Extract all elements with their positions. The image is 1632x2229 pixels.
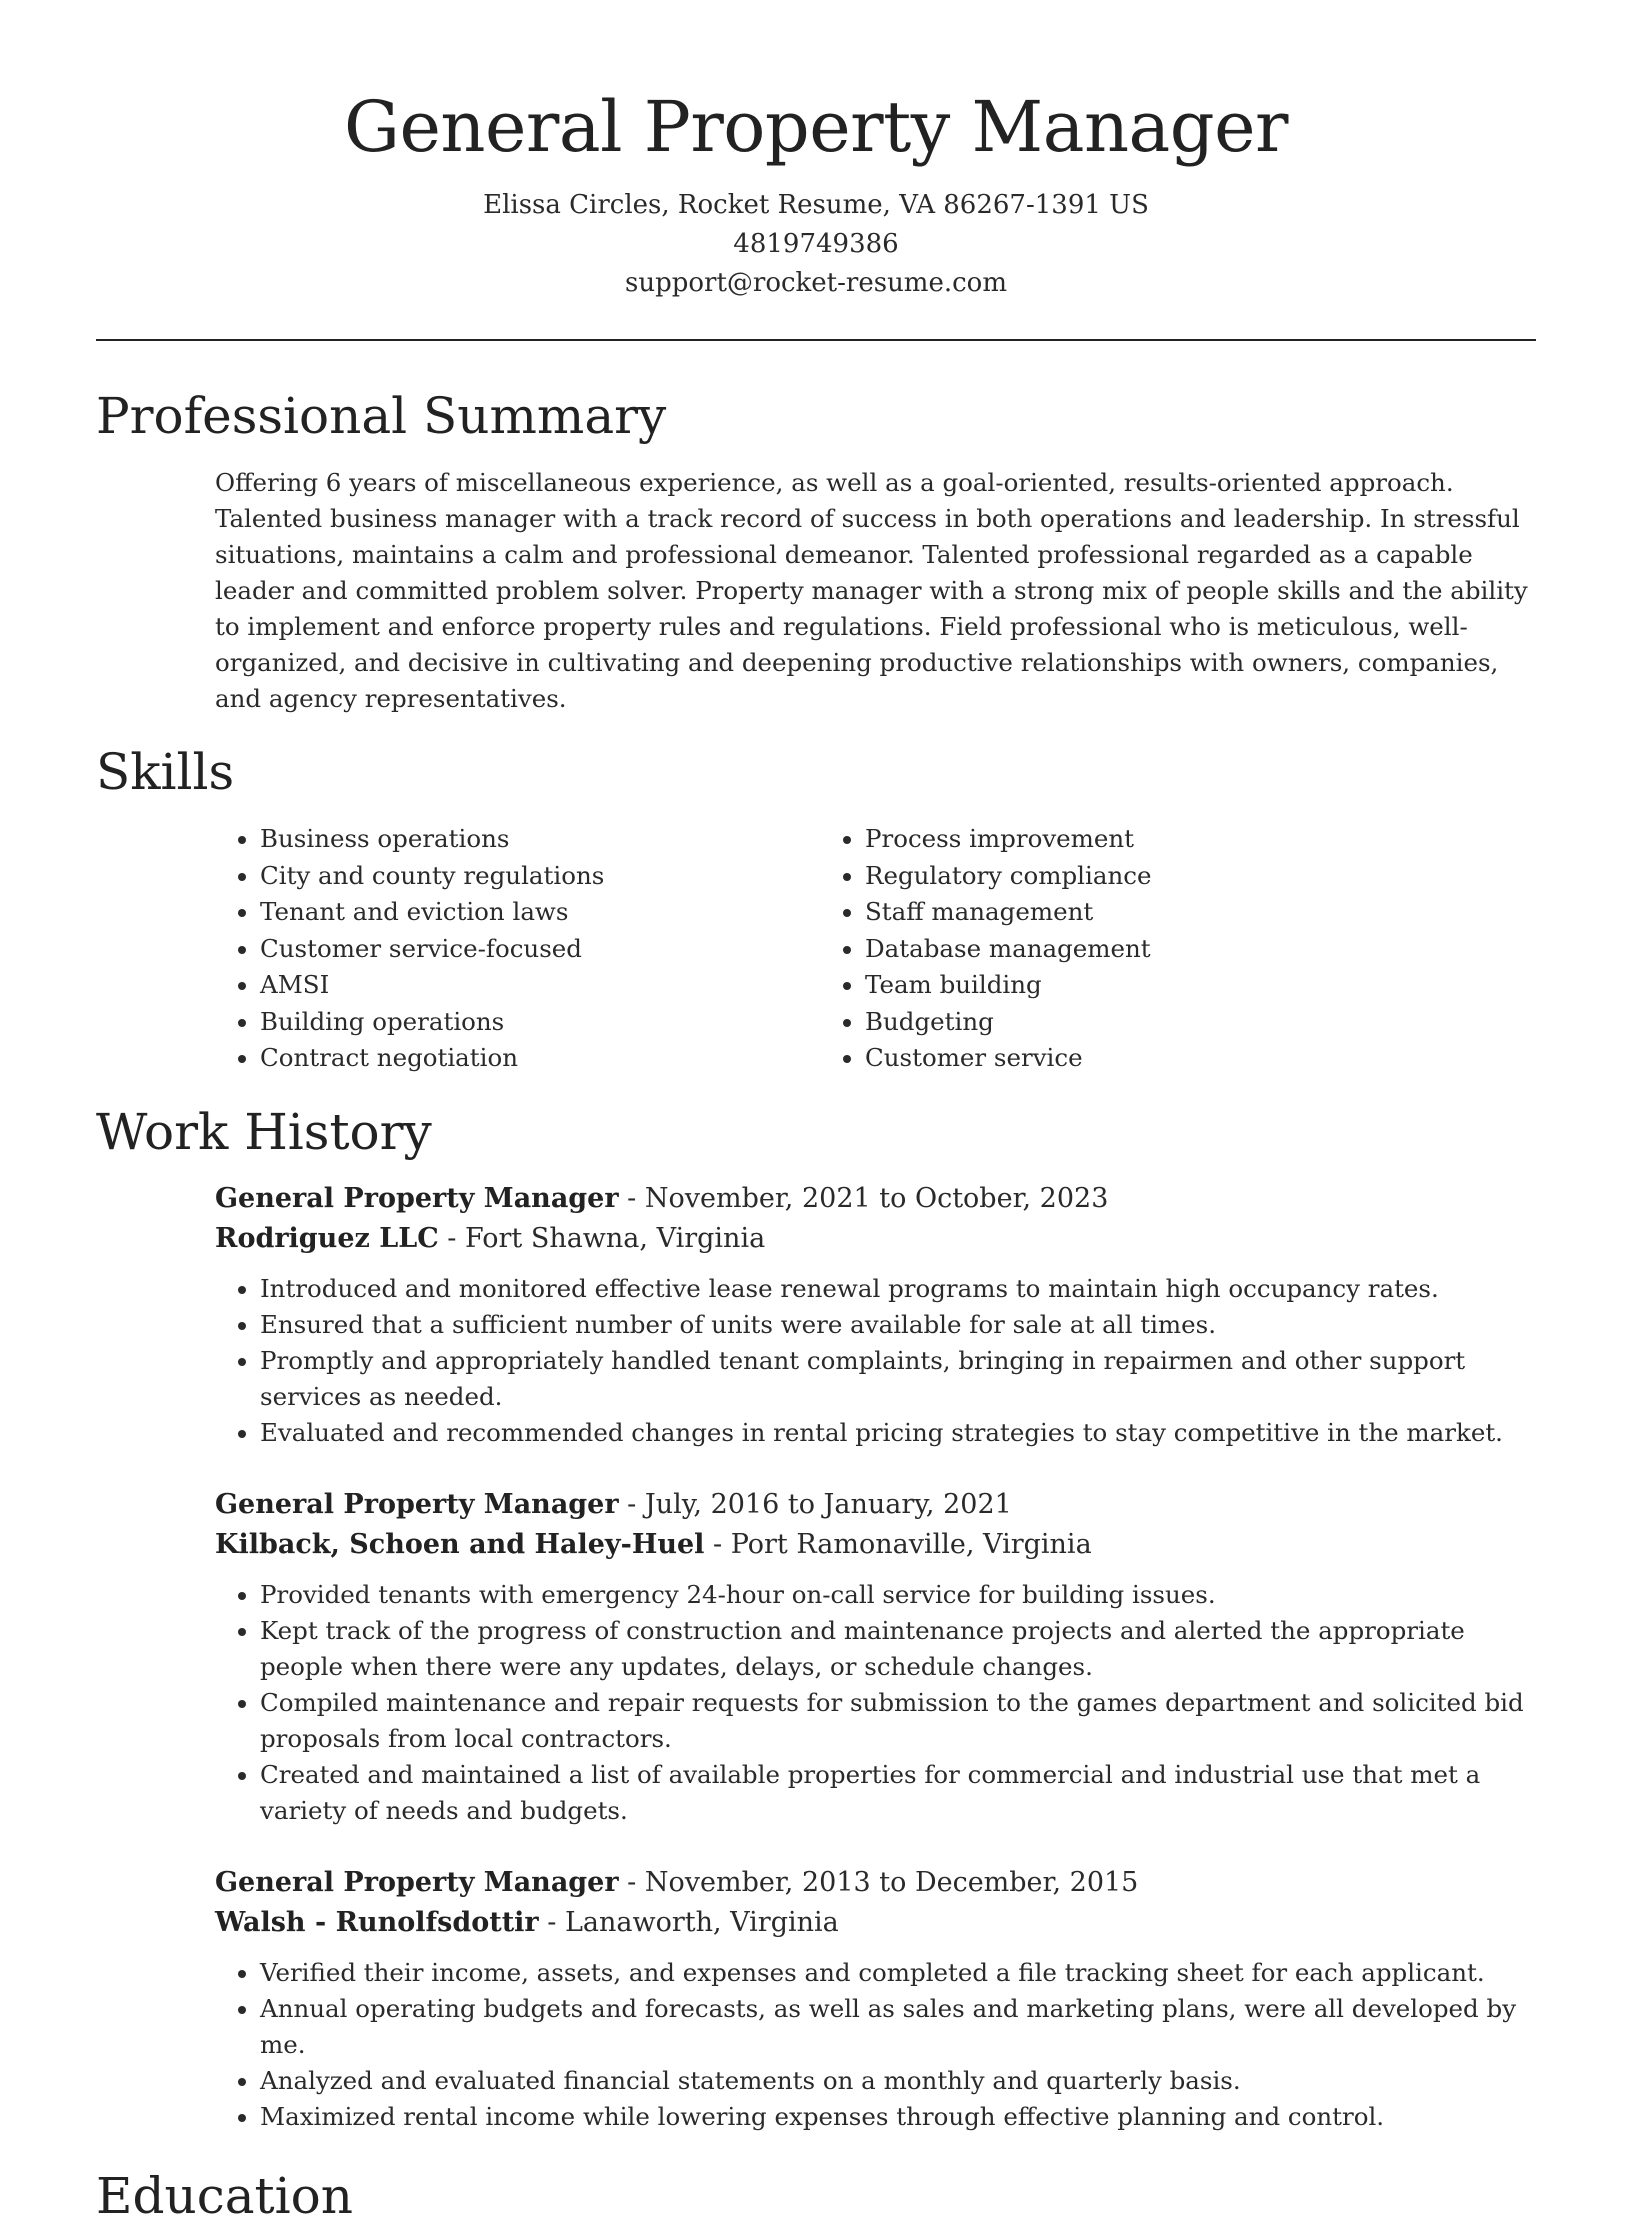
job-bullet: • Kept track of the progress of construction and maintenance projects and alerted the appropriate people when there were any updates, delays, or schedule changes. (260, 1613, 1536, 1685)
work-history-heading: Work History (96, 1102, 432, 1161)
job-dates: - November, 2013 to December, 2015 (618, 1866, 1139, 1898)
skill-item: • Customer service (865, 1040, 1536, 1077)
skill-item: • Contract negotiation (260, 1040, 820, 1077)
job-title-line (215, 1485, 1536, 1525)
job-bullet: • Compiled maintenance and repair requests for submission to the games department and solicited bid proposals from local contractors. (260, 1685, 1536, 1757)
skill-item: • Tenant and eviction laws (260, 894, 820, 931)
job-bullet: • Verified their income, assets, and expenses and completed a file tracking sheet for each applicant. (260, 1955, 1536, 1991)
job-bullet: • Created and maintained a list of available properties for commercial and industrial use that met a variety of needs and budgets. (260, 1757, 1536, 1829)
job-bullet: • Maximized rental income while lowering expenses through effective planning and control. (260, 2099, 1536, 2135)
job-entry (215, 1179, 1536, 1451)
skill-item: • Budgeting (865, 1004, 1536, 1041)
job-role: General Property Manager (215, 1488, 619, 1520)
job-company: Kilback, Schoen and Haley-Huel (215, 1528, 705, 1560)
skills-columns (215, 821, 1536, 1077)
skills-list-left (215, 821, 820, 1077)
job-bullets (215, 1955, 1536, 2135)
skill-item: • Customer service-focused (260, 931, 820, 968)
skill-item: • AMSI (260, 967, 820, 1004)
skill-item: • Building operations (260, 1004, 820, 1041)
job-bullets (215, 1577, 1536, 1829)
job-bullet: • Analyzed and evaluated financial statements on a monthly and quarterly basis. (260, 2063, 1536, 2099)
skills-heading: Skills (96, 743, 235, 801)
education-heading: Education (96, 2166, 353, 2225)
job-bullet: • Ensured that a sufficient number of units were available for sale at all times. (260, 1307, 1536, 1343)
job-bullet: • Introduced and monitored effective lease renewal programs to maintain high occupancy rates. (260, 1271, 1536, 1307)
job-title-line (215, 1863, 1536, 1903)
job-role: General Property Manager (215, 1182, 619, 1214)
job-company-line (215, 1903, 1536, 1943)
job-entry (215, 1485, 1536, 1829)
skill-item: • Business operations (260, 821, 820, 858)
job-bullet: • Provided tenants with emergency 24-hour on-call service for building issues. (260, 1577, 1536, 1613)
skill-item: • Team building (865, 967, 1536, 1004)
job-location: - Fort Shawna, Virginia (438, 1222, 766, 1254)
job-location: - Port Ramonaville, Virginia (704, 1528, 1092, 1560)
candidate-name: General Property Manager (344, 86, 1288, 168)
job-bullets (215, 1271, 1536, 1451)
skills-list-right (820, 821, 1536, 1077)
skill-item: • Regulatory compliance (865, 858, 1536, 895)
job-role: General Property Manager (215, 1866, 619, 1898)
job-location: - Lanaworth, Virginia (538, 1906, 839, 1938)
summary-text: Offering 6 years of miscellaneous experience, as well as a goal-oriented, results-oriented approach. Talented business manager with a track record of success in both operations and leadership. In stressful situations, maintains a calm and professional demeanor. Talented professional regarded as a capable leader and committed problem solver. Property manager with a strong mix of people skills and the ability to implement and enforce property rules and regulations. Field professional who is meticulous, well-organized, and decisive in cultivating and deepening productive relationships with owners, companies, and agency representatives. (215, 468, 1528, 713)
skills-section (0, 739, 1632, 1077)
job-dates: - November, 2021 to October, 2023 (618, 1182, 1109, 1214)
job-company-line (215, 1219, 1536, 1259)
contact-phone: 4819749386 (733, 229, 899, 259)
resume-header (0, 0, 1632, 303)
job-bullet: • Evaluated and recommended changes in rental pricing strategies to stay competitive in the market. (260, 1415, 1536, 1451)
summary-heading: Professional Summary (96, 387, 667, 445)
skill-item: • Database management (865, 931, 1536, 968)
job-title-line (215, 1179, 1536, 1219)
job-entry (215, 1863, 1536, 2135)
work-history-section (0, 1099, 1632, 2135)
job-company-line (215, 1525, 1536, 1565)
education-section (0, 2163, 1632, 2229)
contact-address: Elissa Circles, Rocket Resume, VA 86267-1391 US (483, 190, 1149, 220)
job-bullet: • Promptly and appropriately handled tenant complaints, bringing in repairmen and other support services as needed. (260, 1343, 1536, 1415)
contact-email: support@rocket-resume.com (624, 268, 1007, 298)
skill-item: • Staff management (865, 894, 1536, 931)
job-bullet: • Annual operating budgets and forecasts, as well as sales and marketing plans, were all developed by me. (260, 1991, 1536, 2063)
job-company: Rodriguez LLC (215, 1222, 439, 1254)
job-dates: - July, 2016 to January, 2021 (618, 1488, 1012, 1520)
skill-item: • Process improvement (865, 821, 1536, 858)
job-company: Walsh - Runolfsdottir (215, 1906, 539, 1938)
skill-item: • City and county regulations (260, 858, 820, 895)
header-divider (96, 339, 1536, 341)
summary-section (0, 383, 1632, 717)
